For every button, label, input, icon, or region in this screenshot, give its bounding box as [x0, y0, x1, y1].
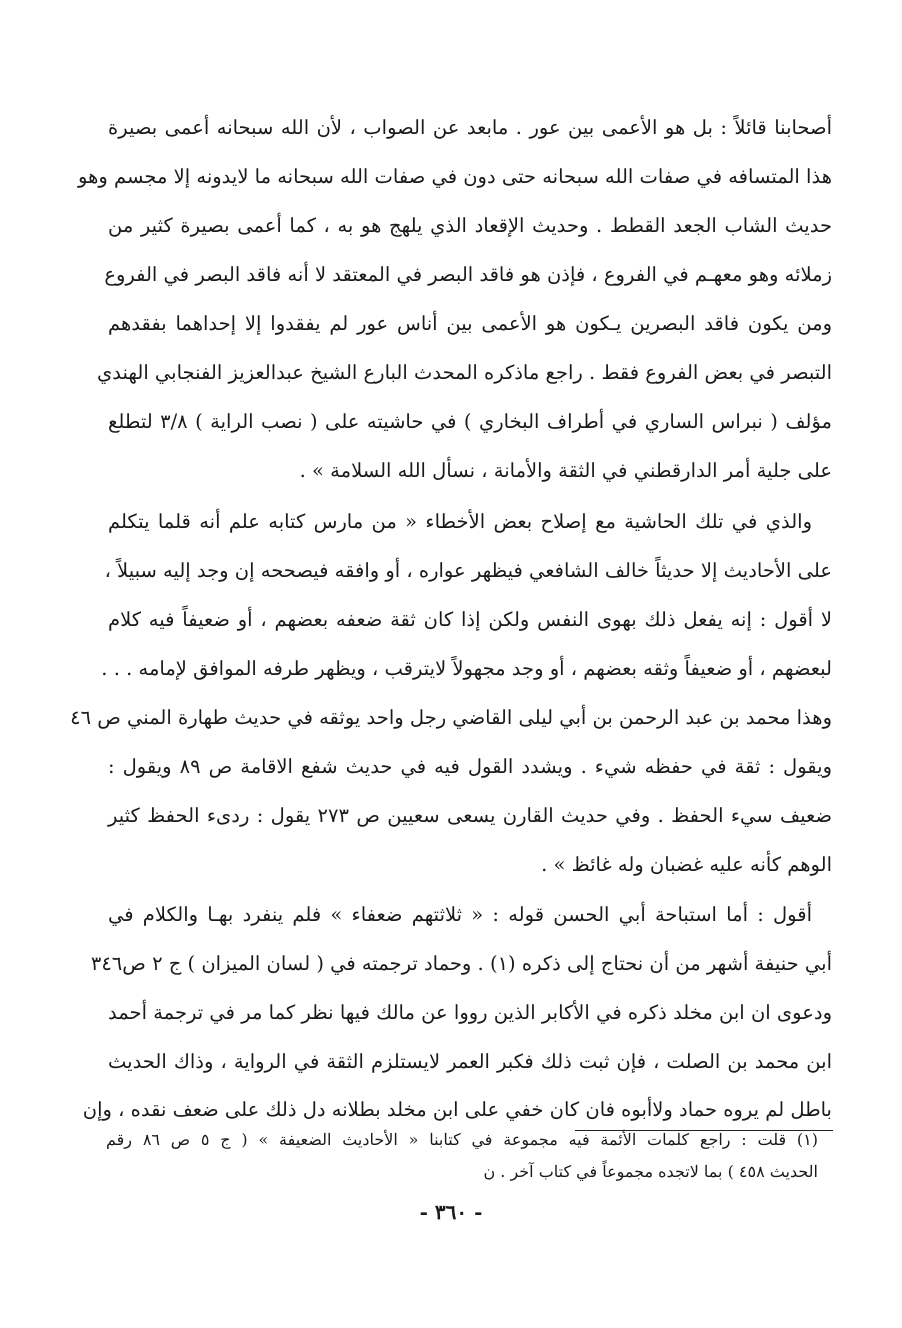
text-line: لا أقول : إنه يفعل ذلك بهوى النفس ولكن إذا كان ثقة ضعفه بعضهم ، أو ضعيفاً فيه كلام	[108, 608, 832, 631]
text-line: على جلية أمر الدارقطني في الثقة والأمانة ، نسأل الله السلامة » .	[299, 459, 832, 482]
text-line: أصحابنا قائلاً : بل هو الأعمى بين عور . مابعد عن الصواب ، لأن الله سبحانه أعمى بصيرة	[108, 116, 832, 139]
text-line: والذي في تلك الحاشية مع إصلاح بعض الأخطاء « من مارس كتابه علم أنه قلما يتكلم	[108, 510, 812, 533]
text-line: ودعوى ان ابن مخلد ذكره في الأكابر الذين رووا عن مالك فيها نظر كما مر في ترجمة أحمد	[108, 1001, 832, 1024]
text-line: أبي حنيفة أشهر من أن نحتاج إلى ذكره (١) . وحماد ترجمته في ( لسان الميزان ) ج ٢ ص٣٤٦	[90, 952, 832, 975]
footnote-line: (١) قلت : راجع كلمات الأئمة فيه مجموعة في كتابنا « الأحاديث الضعيفة » ( ج ٥ ص ٨٦ رقم	[106, 1130, 819, 1149]
text-line: ابن محمد بن الصلت ، فإن ثبت ذلك فكبر العمر لايستلزم الثقة في الرواية ، وذاك الحديث	[108, 1050, 832, 1073]
page-number: - ٣٦٠ -	[419, 1200, 483, 1224]
text-line: زملائه وهو معهـم في الفروع ، فإذن هو فاقد البصر في المعتقد لا أنه فاقد البصر في الفروع	[104, 263, 832, 286]
text-line: وهذا محمد بن عبد الرحمن بن أبي ليلى القاضي رجل واحد يوثقه في حديث طهارة المني ص ٤٦	[70, 706, 832, 729]
text-line: هذا المتسافه في صفات الله سبحانه حتى دون في صفات الله سبحانه ما لايدونه إلا مجسم وهو	[78, 165, 832, 188]
text-line: ويقول : ثقة في حفظه شيء . ويشدد القول فيه في حديث شفع الاقامة ص ٨٩ ويقول :	[108, 755, 833, 778]
text-line: الوهم كأنه عليه غضبان وله غائظ » .	[541, 853, 832, 876]
footnote-line: الحديث ٤٥٨ ) بما لاتجده مجموعاً في كتاب آخر . ن	[483, 1162, 818, 1181]
text-line: حديث الشاب الجعد القطط . وحديث الإقعاد الذي يلهج هو به ، كما أعمى بصيرة كثير من	[108, 214, 832, 237]
text-line: لبعضهم ، أو ضعيفاً وثقه بعضهم ، أو وجد مجهولاً لايترقب ، ويظهر طرفه الموافق لإمامه . . .	[101, 657, 832, 680]
text-line: أقول : أما استباحة أبي الحسن قوله : « ثلاثتهم ضعفاء » فلم ينفرد بهـا والكلام في	[108, 903, 812, 926]
text-line: ضعيف سيء الحفظ . وفي حديث القارن يسعى سعيين ص ٢٧٣ يقول : ردىء الحفظ كثير	[108, 804, 832, 827]
text-line: ومن يكون فاقد البصرين يـكون هو الأعمى بين أناس عور لم يفقدوا إلا إحداهما بفقدهم	[108, 312, 832, 335]
text-line: على الأحاديث إلا حديثاً خالف الشافعي فيظهر عواره ، أو وافقه فيصححه إن وجد إليه سبيلاً ،	[104, 559, 832, 582]
text-line: التبصر في بعض الفروع فقط . راجع ماذكره المحدث البارع الشيخ عبدالعزيز الفنجابي الهندي	[97, 361, 832, 384]
text-line: باطل لم يروه حماد ولاأبوه فان كان خفي على ابن مخلد بطلانه دل ذلك على ضعف نقده ، وإن	[82, 1098, 832, 1121]
text-line: مؤلف ( نبراس الساري في أطراف البخاري ) في حاشيته على ( نصب الراية ) ٣/٨ لتطلع	[108, 410, 832, 433]
